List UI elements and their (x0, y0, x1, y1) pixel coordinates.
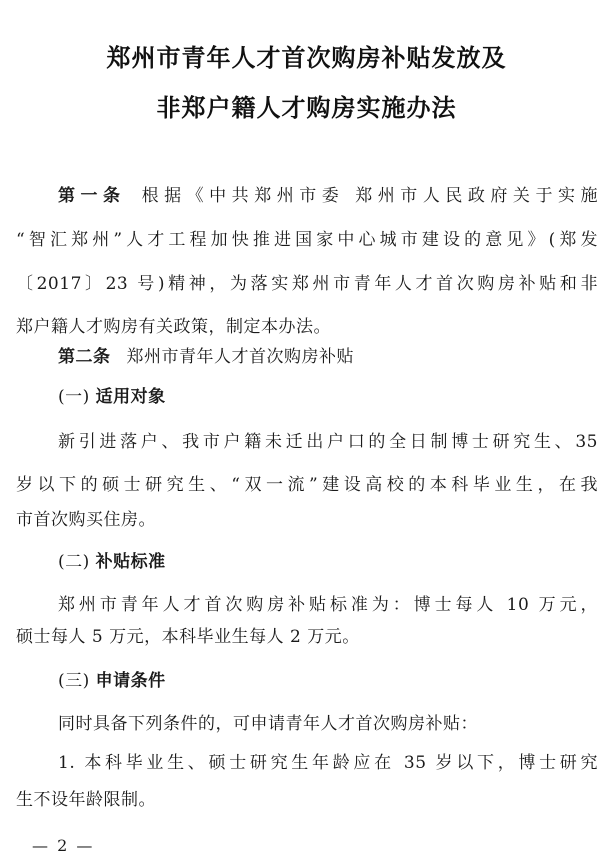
section-3-line-1: 同时具备下列条件的，可申请青年人才首次购房补贴： (58, 714, 478, 734)
section-1-line-3: 市首次购买住房。 (16, 510, 156, 530)
section-2-heading (58, 550, 598, 574)
article-2-title: 郑州市青年人才首次购房补贴 (126, 347, 354, 367)
section-1-line-2: 岁以下的硕士研究生、“双一流”建设高校的本科毕业生，在我 (16, 475, 598, 495)
section-1-title: 适用对象 (95, 387, 166, 407)
section-2-number: (二) (58, 552, 90, 572)
article-1-line-1 (58, 184, 598, 208)
article-2-label: 第二条 (58, 347, 111, 367)
title-line-2: 非郑户籍人才购房实施办法 (156, 94, 457, 122)
section-1-heading (58, 385, 598, 409)
page-number: — 2 — (32, 836, 95, 855)
article-1-text-1: 根据《中共郑州市委 郑州市人民政府关于实施 (141, 186, 598, 206)
section-3-number: (三) (58, 671, 90, 691)
section-1-line-1: 新引进落户、我市户籍未迁出户口的全日制博士研究生、35 (58, 432, 598, 452)
article-1-line-2: “智汇郑州”人才工程加快推进国家中心城市建设的意见》(郑发 (16, 230, 598, 250)
article-1-line-4: 郑户籍人才购房有关政策，制定本办法。 (16, 317, 331, 337)
article-2-heading (58, 345, 598, 369)
section-2-title: 补贴标准 (95, 552, 166, 572)
section-2-line-1: 郑州市青年人才首次购房补贴标准为：博士每人 10 万元， (58, 595, 598, 615)
article-1-label: 第一条 (58, 186, 126, 206)
section-3-title: 申请条件 (95, 671, 166, 691)
section-3-line-3: 生不设年龄限制。 (16, 790, 156, 810)
section-2-line-2: 硕士每人 5 万元，本科毕业生每人 2 万元。 (16, 627, 360, 647)
title-line-1: 郑州市青年人才首次购房补贴发放及 (106, 44, 507, 72)
article-1-line-3: 〔2017〕23 号)精神，为落实郑州市青年人才首次购房补贴和非 (16, 274, 598, 294)
section-1-number: (一) (58, 387, 90, 407)
section-3-heading (58, 669, 598, 693)
section-3-line-2: 1. 本科毕业生、硕士研究生年龄应在 35 岁以下，博士研究 (58, 753, 598, 773)
